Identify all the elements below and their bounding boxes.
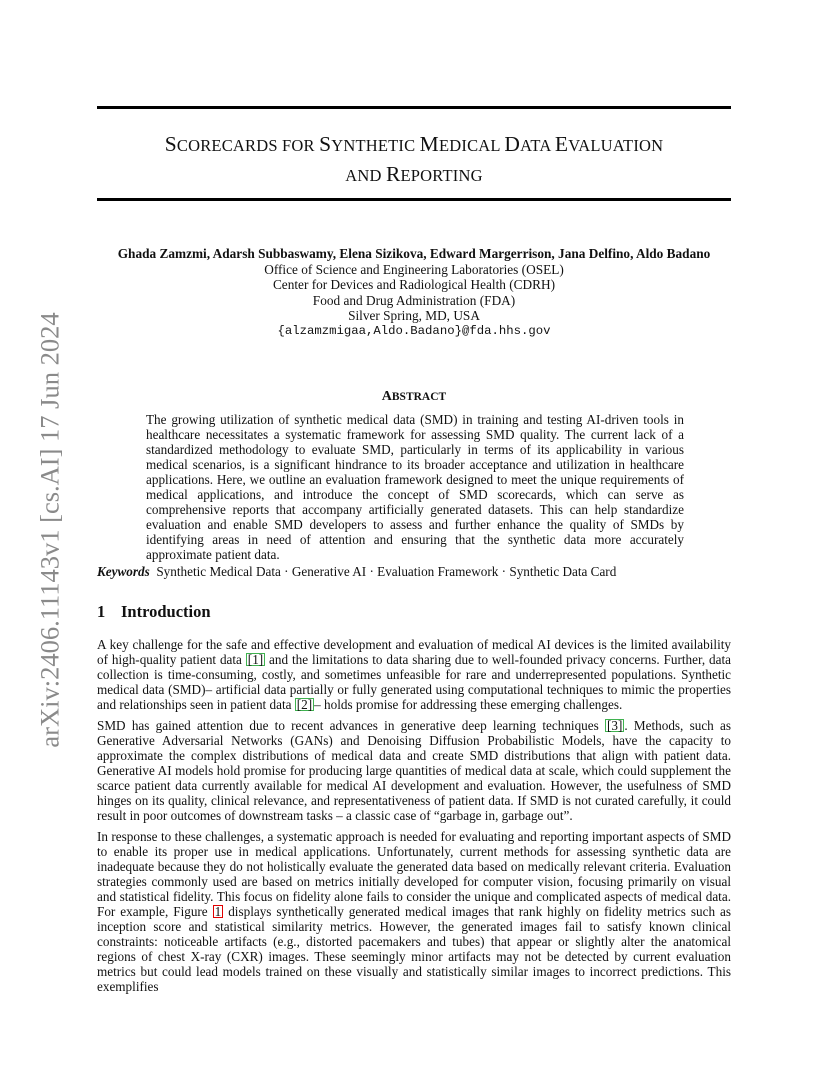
keywords-label: Keywords (97, 564, 150, 579)
abstract-text: The growing utilization of synthetic medical data (SMD) in training and testing AI-driven tools in healthcare necessitates a systematic framework for assessing SMD quality. The current lack of a standardized methodology to evaluate SMD, particularly in terms of its applicability in various medical scenarios, is a significant hindrance to its broader acceptance and utilization in healthcare applications. Here, we outline an evaluation framework designed to meet the unique requirements of medical applications, and introduce the concept of SMD scorecards, which can serve as comprehensive reports that accompany artificially generated datasets. This can help standardize evaluation and enable SMD developers to assess and further enhance the quality of SMDs by identifying areas in need of attention and ensuring that the synthetic data more accurately approximate patient data. (146, 412, 684, 562)
paragraph-1: A key challenge for the safe and effective development and evaluation of medical AI devices is the limited availability of high-quality patient data [1] and the limitations to data sharing due to well-founded privacy concerns. Further, data collection is time-consuming, costly, and sometimes unfeasible for rare and underrepresented populations. Synthetic medical data (SMD)– artificial data partially or fully generated using computational techniques to mimic the properties and relationships seen in patient data [2] – holds promise for addressing these emerging challenges. (97, 637, 731, 712)
figure-reference-link[interactable]: 1 (214, 904, 222, 920)
title-word: DATA (504, 132, 555, 156)
title-word: AND (345, 166, 386, 185)
section-number: 1 (97, 602, 106, 621)
title-word: SCORECARDS FOR (164, 132, 320, 156)
section-title: Introduction (121, 602, 211, 621)
keywords-list: Synthetic Medical Data · Generative AI · Evaluation Framework · Synthetic Data Card (156, 564, 617, 579)
title-word: REPORTING (385, 162, 483, 186)
section-heading-introduction (97, 602, 211, 622)
author-names: Ghada Zamzmi, Adarsh Subbaswamy, Elena Sizikova, Edward Margerrison, Jana Delfino, Aldo Badano (117, 246, 711, 261)
author-office: Office of Science and Engineering Laboratories (OSEL) (264, 261, 564, 277)
arxiv-identifier: arXiv:2406.11143v1 [cs.AI] 17 Jun 2024 (34, 312, 65, 748)
title-word: MEDICAL (419, 132, 505, 156)
title-line-1 (97, 130, 731, 160)
title-word: SYNTHETIC (319, 132, 420, 156)
author-agency: Food and Drug Administration (FDA) (312, 292, 516, 308)
citation-link[interactable]: [3] (606, 718, 623, 734)
paragraph-3: In response to these challenges, a systematic approach is needed for evaluating and reporting important aspects of SMD to enable its proper use in medical applications. Unfortunately, current methods for assessing synthetic data are inadequate because they do not holistically evaluate the generated data based on medically relevant criteria. Evaluation strategies commonly used are based on metrics initially developed for computer vision, focusing primarily on visual and statistical fidelity. This focus on fidelity alone fails to consider the unique and complicated aspects of medical data. For example, Figure 1 displays synthetically generated medical images that rank highly on fidelity metrics such as inception score and statistical similarity metrics. However, the generated images fail to satisfy known clinical constraints: noticeable artifacts (e.g., distorted pacemakers and tubes) that appear or slightly alter the anatomical regions of chest X-ray (CXR) images. These seemingly minor artifacts may not be detected by current evaluation metrics but could lead models trained on these visually and statistically similar images to incorrect predictions. This exemplifies (97, 829, 731, 994)
title-word: EVALUATION (554, 132, 664, 156)
paragraph-2: SMD has gained attention due to recent advances in generative deep learning techniques [3] . Methods, such as Generative Adversarial Networks (GANs) and Denoising Diffusion Probabilistic Models, have the capacity to approximate the complex distributions of medical data and create SMD distributions that align with patient data. Generative AI models hold promise for producing large quantities of medical data at scale, which could supplement the scarce patient data currently available for medical AI development and evaluation. However, the usefulness of SMD hinges on its quality, clinical relevance, and representativeness of patient data. If SMD is not curated carefully, it could result in poor outcomes of downstream tasks – a classic case of “garbage in, garbage out”. (97, 718, 731, 823)
title-rule-top (97, 106, 731, 109)
citation-link[interactable]: [2] (296, 696, 313, 712)
introduction-body (97, 638, 731, 1001)
author-location: Silver Spring, MD, USA (348, 308, 480, 323)
title-line-2 (97, 160, 731, 190)
paper-title (97, 130, 731, 190)
abstract-heading: ABSTRACT (381, 389, 447, 404)
citation-link[interactable]: [1] (247, 651, 264, 667)
title-rule-bottom (97, 198, 731, 201)
author-email: {alzamzmigaa,Aldo.Badano}@fda.hhs.gov (277, 323, 551, 338)
author-block (97, 246, 731, 339)
keywords-line (97, 564, 731, 579)
author-center: Center for Devices and Radiological Health (CDRH) (272, 277, 556, 292)
